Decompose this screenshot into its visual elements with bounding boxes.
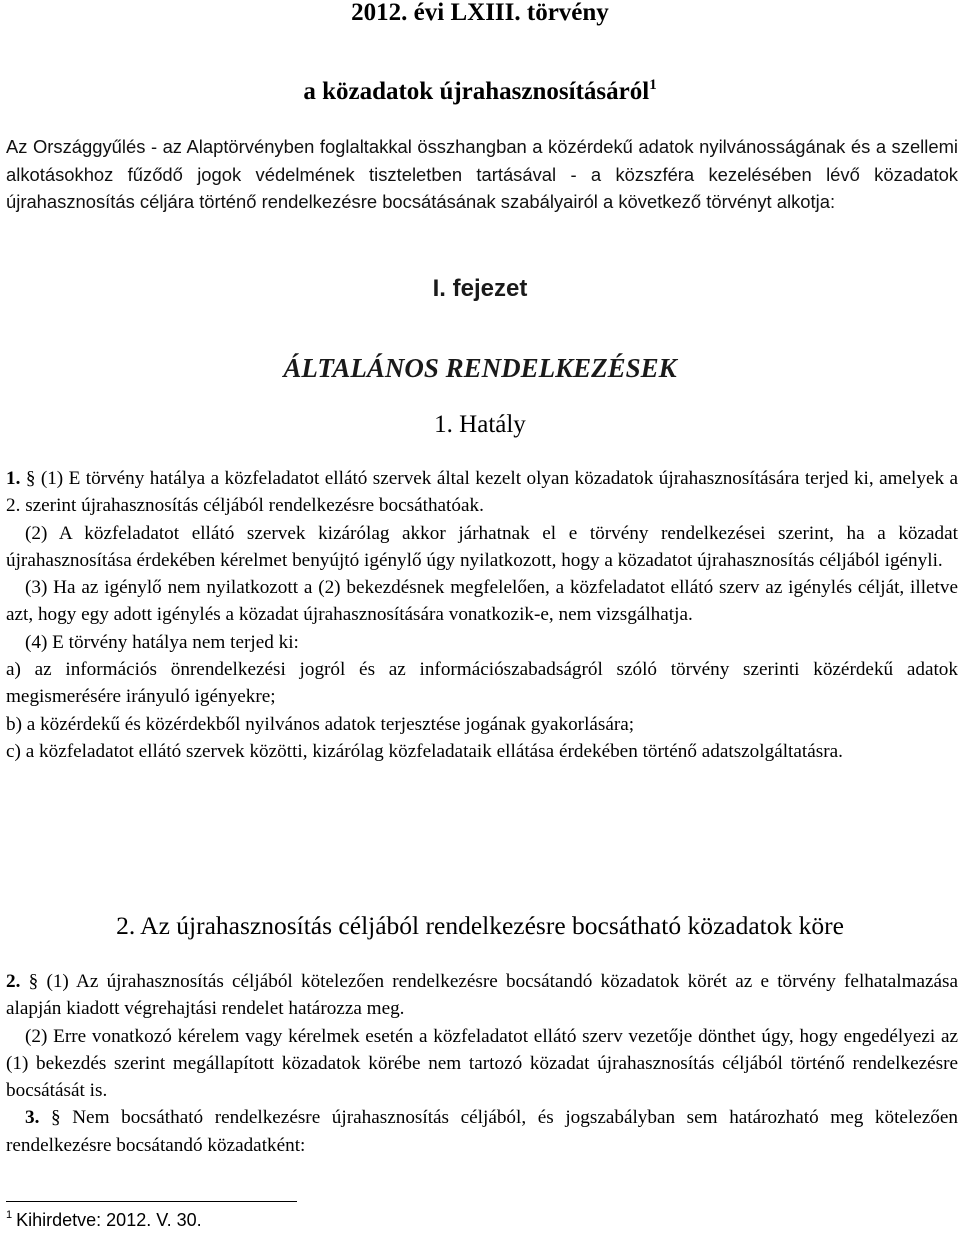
section-1-para-3: (3) Ha az igénylő nem nyilatkozott a (2) bekezdésnek megfelelően, a közfeladatot ellátó szerv az igénylés célját, illetve azt, hogy egy adott igénylés a közadat újrahasznosítására vonatkozik-e, nem vizsgálhatja. (6, 577, 958, 626)
section-number: 1. (6, 468, 21, 489)
section-2-para-2: (2) Erre vonatkozó kérelem vagy kérelmek esetén a közfeladatot ellátó szerv vezetője dönthet úgy, hogy engedélyezi az (1) bekezdés szerint megállapított közadatok körébe nem tartozó közadat újrahasznosítás céljából történő rendelkezésre bocsátását is. (6, 1025, 958, 1102)
paragraph-text: (1) E törvény hatálya a közfeladatot ellátó szervek által kezelt olyan közadatok újrahasznosítására terjed ki, amelyek a 2. szerint újrahasznosítás céljából rendelkezésre bocsáthatóak. (6, 468, 959, 517)
section-heading-1: 1. Hatály (434, 411, 526, 438)
chapter-number: I. fejezet (432, 275, 528, 302)
section-3-para-1 (6, 1104, 958, 1159)
section-sign-icon: § (25, 468, 36, 489)
section-1-point-a: a) az információs önrendelkezési jogról és az információszabadságról szóló törvény szerinti közérdekű adatok megismerésére irányuló igényekre; (6, 659, 958, 708)
section-sign-icon: § (28, 971, 39, 992)
footnote-number: 1 (6, 1209, 13, 1221)
footnote (6, 1209, 202, 1231)
section-1-body (6, 465, 958, 765)
law-subtitle (0, 78, 960, 106)
section-heading-2: 2. Az újrahasznosítás céljából rendelkezésre bocsátható közadatok köre (116, 911, 844, 940)
section-2-para-1 (6, 968, 958, 1023)
section-1-para-1 (6, 465, 958, 520)
section-2-body (6, 968, 958, 1159)
section-1-point-b: b) a közérdekű és közérdekből nyilvános adatok terjesztése jogának gyakorlására; (6, 713, 635, 735)
section-sign-icon: § (51, 1107, 61, 1129)
section-1-para-4: (4) E törvény hatálya nem terjed ki: (25, 631, 299, 653)
section-number: 2. (6, 971, 21, 992)
preamble: Az Országgyűlés - az Alaptörvényben foglaltakkal összhangban a közérdekű adatok nyilvánosságának és a szellemi alkotásokhoz fűződő jogok védelmének tiszteletben tartásával - a közszféra kezelésében lévő közadatok újrahasznosítás céljára történő rendelkezésre bocsátásának szabályairól a következő törvényt alkotja: (6, 136, 958, 212)
footnote-ref[interactable]: 1 (649, 77, 657, 93)
law-subtitle-text: a közadatok újrahasznosításáról (303, 78, 650, 105)
section-1-point-c: c) a közfeladatot ellátó szervek közötti, kizárólag közfeladataik ellátása érdekében történő adatszolgáltatásra. (6, 740, 843, 762)
section-number: 3. (25, 1107, 40, 1129)
footnote-divider (6, 1201, 297, 1202)
footnote-text: Kihirdetve: 2012. V. 30. (16, 1210, 202, 1230)
chapter-title: ÁLTALÁNOS RENDELKEZÉSEK (283, 353, 677, 383)
paragraph-text: Nem bocsátható rendelkezésre újrahasznosítás céljából, és jogszabályban sem határozható meg kötelezően rendelkezésre bocsátandó közadatként: (6, 1107, 959, 1156)
section-1-para-2: (2) A közfeladatot ellátó szervek kizárólag akkor járhatnak el e törvény rendelkezései szerint, ha a közadat újrahasznosítása érdekében kérelmet benyújtó igénylő úgy nyilatkozott, hogy a közadatot újrahasznosítás céljából igényli. (6, 522, 958, 571)
paragraph-text: (1) Az újrahasznosítás céljából kötelezően rendelkezésre bocsátandó közadatok körét az e törvény felhatalmazása alapján kiadott végrehajtási rendelet határozza meg. (6, 971, 959, 1020)
law-title: 2012. évi LXIII. törvény (351, 0, 609, 26)
